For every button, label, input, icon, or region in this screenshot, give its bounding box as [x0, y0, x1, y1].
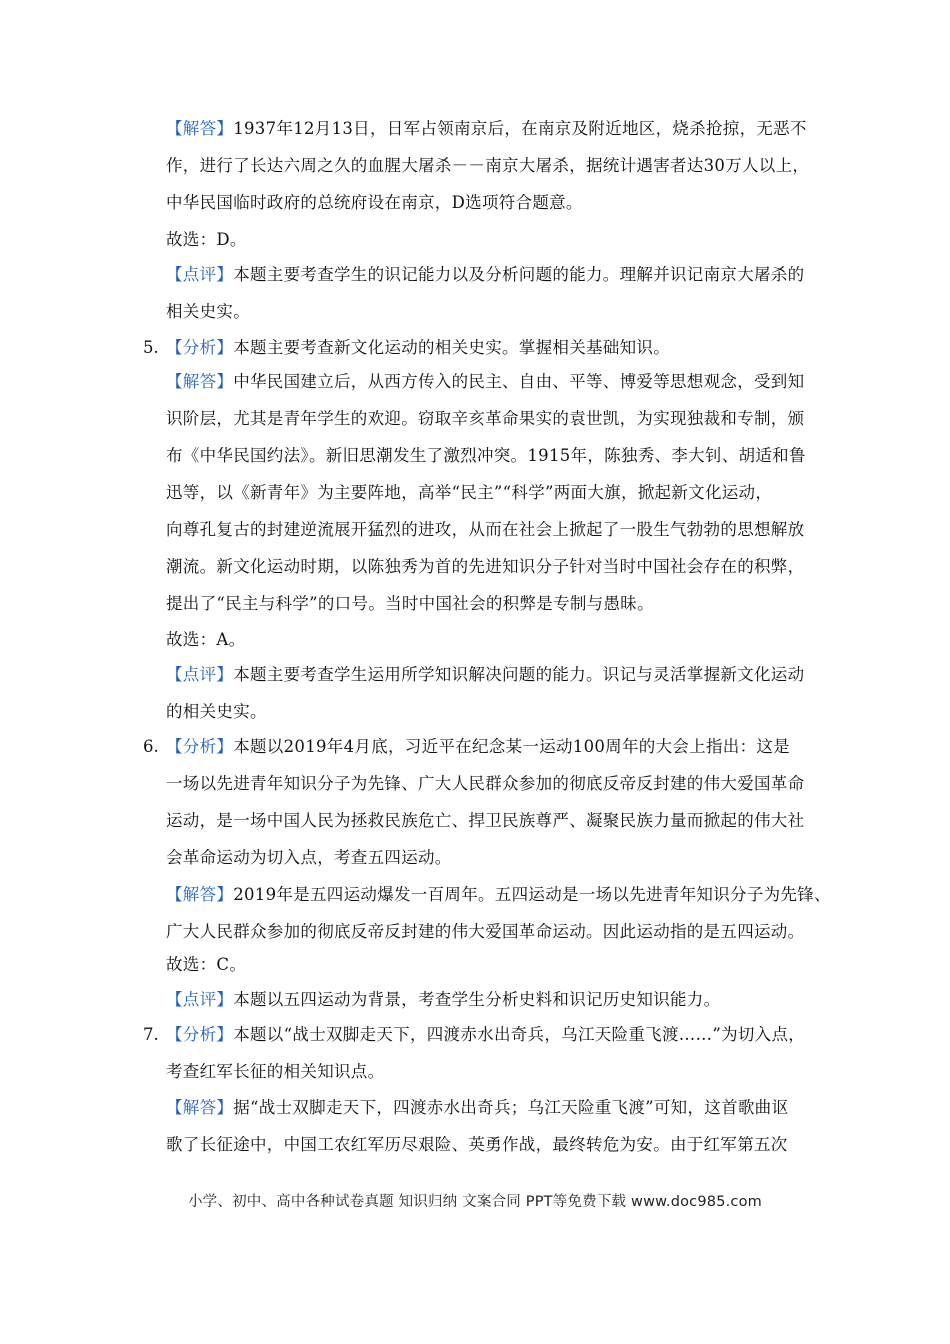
comment-tag: 【点评】: [166, 990, 234, 1009]
q6-number: 6.: [143, 737, 159, 756]
analysis-tag: 【分析】: [166, 1025, 234, 1044]
q5-answer-line-6: 潮流。新文化运动时期，以陈独秀为首的先进知识分子针对当时中国社会存在的积弊，: [166, 557, 805, 576]
q4-comment-line-1: 【点评】本题主要考查学生的识记能力以及分析问题的能力。理解并识记南京大屠杀的: [166, 265, 805, 284]
q5-answer-line-5: 向尊孔复古的封建逆流展开猛烈的进攻，从而在社会上掀起了一股生气勃勃的思想解放: [166, 520, 805, 539]
page-footer: 小学、初中、高中各种试卷真题 知识归纳 文案合同 PPT等免费下载 www.doc985.com: [187, 1194, 763, 1210]
q5-number: 5.: [143, 338, 159, 357]
analysis-tag: 【分析】: [166, 338, 234, 357]
q5-answer-line-3: 布《中华民国约法》。新旧思潮发生了激烈冲突。1915年，陈独秀、李大钊、胡适和鲁: [166, 446, 806, 465]
answer-tag: 【解答】: [166, 885, 234, 904]
q6-analysis-line-2: 一场以先进青年知识分子为先锋、广大人民群众参加的彻底反帝反封建的伟大爱国革命: [166, 774, 805, 793]
q5-choice: 故选：A。: [166, 630, 246, 649]
answer-tag: 【解答】: [166, 372, 234, 391]
q7-answer-line-1: 【解答】据“战士双脚走天下，四渡赤水出奇兵；乌江天险重飞渡”可知，这首歌曲讴: [166, 1098, 789, 1117]
q6-choice: 故选：C。: [166, 955, 247, 974]
q5-comment-line-1: 【点评】本题主要考查学生运用所学知识解决问题的能力。识记与灵活掌握新文化运动: [166, 665, 805, 684]
comment-tag: 【点评】: [166, 665, 234, 684]
q4-choice: 故选：D。: [166, 230, 247, 249]
q7-analysis-line-1: 【分析】本题以“战士双脚走天下，四渡赤水出奇兵，乌江天险重飞渡……”为切入点，: [166, 1025, 806, 1044]
q4-answer-line-2: 作，进行了长达六周之久的血腥大屠杀－－南京大屠杀，据统计遇害者达30万人以上，: [166, 156, 810, 175]
q5-answer-line-7: 提出了“民主与科学”的口号。当时中国社会的积弊是专制与愚昧。: [166, 594, 654, 613]
comment-tag: 【点评】: [166, 265, 234, 284]
q6-analysis-line-4: 会革命运动为切入点，考查五四运动。: [166, 848, 452, 867]
q4-comment-line-2: 相关史实。: [166, 302, 250, 321]
q5-comment-line-2: 的相关史实。: [166, 702, 267, 721]
q7-answer-line-2: 歌了长征途中，中国工农红军历尽艰险、英勇作战，最终转危为安。由于红军第五次: [166, 1135, 788, 1154]
q5-analysis-line-1: 【分析】本题主要考查新文化运动的相关史实。掌握相关基础知识。: [166, 338, 671, 357]
q5-answer-line-4: 迅等，以《新青年》为主要阵地，高举“民主”“科学”两面大旗，掀起新文化运动，: [166, 483, 773, 502]
q6-analysis-line-3: 运动，是一场中国人民为拯救民族危亡、捍卫民族尊严、凝聚民族力量而掀起的伟大社: [166, 811, 805, 830]
q4-answer-line-3: 中华民国临时政府的总统府设在南京，D选项符合题意。: [166, 193, 583, 212]
answer-tag: 【解答】: [166, 1098, 234, 1117]
q7-analysis-line-2: 考查红军长征的相关知识点。: [166, 1062, 385, 1081]
answer-tag: 【解答】: [166, 119, 234, 138]
q6-answer-line-2: 广大人民群众参加的彻底反帝反封建的伟大爱国革命运动。因此运动指的是五四运动。: [166, 922, 805, 941]
q4-answer-line-1: 【解答】1937年12月13日，日军占领南京后，在南京及附近地区，烧杀抢掠，无恶不: [166, 119, 807, 138]
q7-number: 7.: [143, 1025, 159, 1044]
q5-answer-line-2: 识阶层，尤其是青年学生的欢迎。窃取辛亥革命果实的袁世凯，为实现独裁和专制，颁: [166, 409, 805, 428]
q6-analysis-line-1: 【分析】本题以2019年4月底，习近平在纪念某一运动100周年的大会上指出：这是: [166, 737, 790, 756]
q5-answer-line-1: 【解答】中华民国建立后，从西方传入的民主、自由、平等、博爱等思想观念，受到知: [166, 372, 805, 391]
q6-comment-line-1: 【点评】本题以五四运动为背景，考查学生分析史料和识记历史知识能力。: [166, 990, 721, 1009]
q6-answer-line-1: 【解答】2019年是五四运动爆发一百周年。五四运动是一场以先进青年知识分子为先锋、: [166, 885, 831, 904]
analysis-tag: 【分析】: [166, 737, 234, 756]
